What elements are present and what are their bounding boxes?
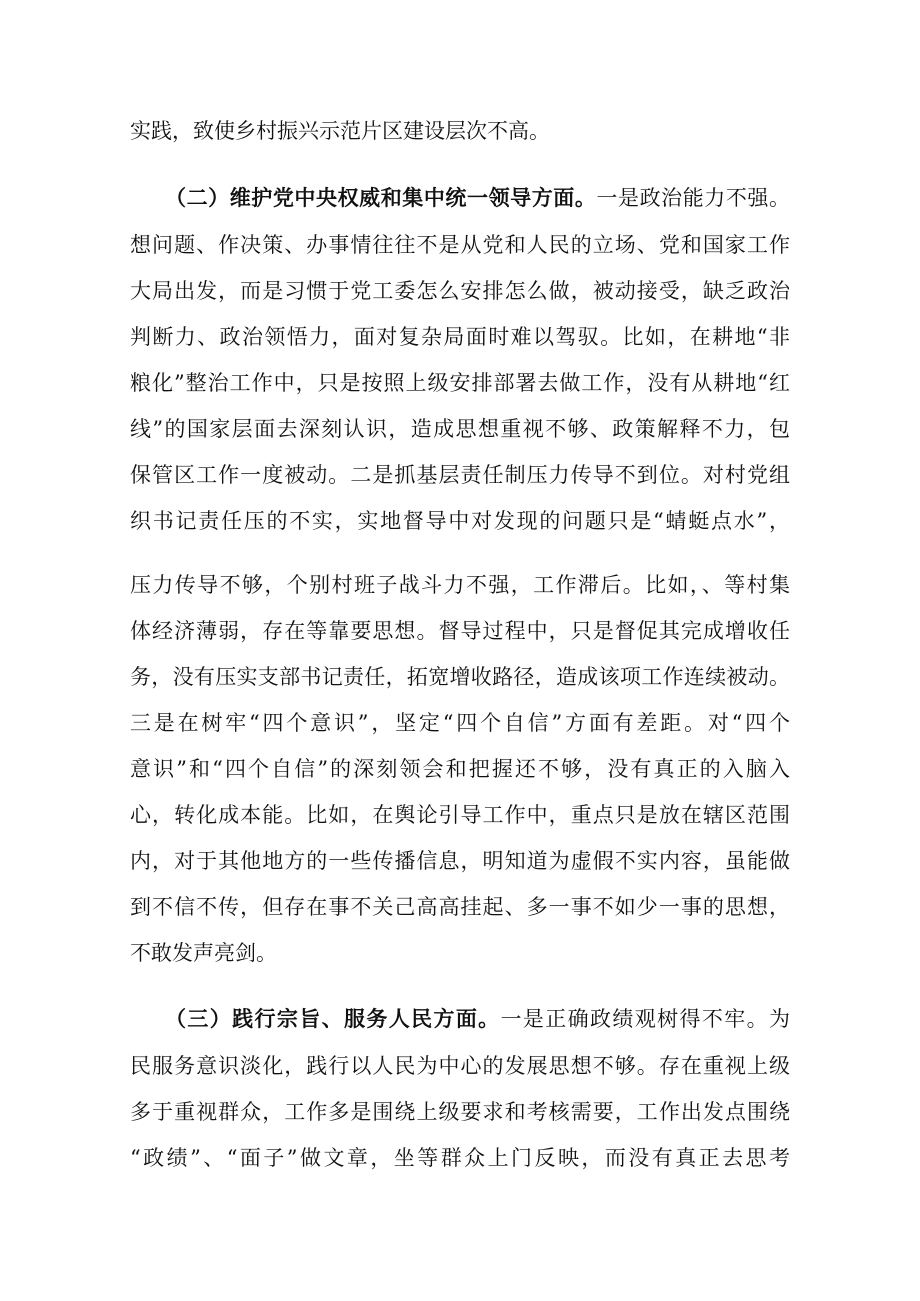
paragraph-line: 判断力、政治领悟力，面对复杂局面时难以驾驭。比如，在耕地“非: [130, 325, 790, 349]
section-heading: （二）维护党中央权威和集中统一领导方面。: [165, 185, 597, 210]
section-heading: （三）践行宗旨、服务人民方面。: [165, 1006, 501, 1031]
paragraph-line: 心，转化成本能。比如，在舆论引导工作中，重点只是放在辖区范围: [130, 803, 790, 827]
section-heading-line: （三）践行宗旨、服务人民方面。一是正确政绩观树得不牢。为: [165, 1006, 790, 1031]
paragraph-line: 实践，致使乡村振兴示范片区建设层次不高。: [130, 119, 550, 143]
paragraph-line: 三是在树牢“四个意识”，坚定“四个自信”方面有差距。对“四个: [130, 711, 790, 735]
paragraph-line: 民服务意识淡化，践行以人民为中心的发展思想不够。存在重视上级: [130, 1054, 790, 1078]
section-heading-line: （二）维护党中央权威和集中统一领导方面。一是政治能力不强。: [165, 185, 790, 210]
paragraph-line: 意识”和“四个自信”的深刻领会和把握还不够，没有真正的入脑入: [130, 757, 790, 781]
paragraph-line: “政绩”、“面子”做文章，坐等群众上门反映，而没有真正去思考: [130, 1146, 790, 1170]
paragraph-line: 务，没有压实支部书记责任，拓宽增收路径，造成该项工作连续被动。: [130, 665, 790, 689]
paragraph-line: 到不信不传，但存在事不关己高高挂起、多一事不如少一事的思想，: [130, 895, 790, 919]
paragraph-line: 粮化”整治工作中，只是按照上级安排部署去做工作，没有从耕地“红: [130, 371, 790, 395]
paragraph-line: 压力传导不够，个别村班子战斗力不强，工作滞后。比如，、等村集: [130, 573, 790, 597]
paragraph-line: 体经济薄弱，存在等靠要思想。督导过程中，只是督促其完成增收任: [130, 619, 790, 643]
paragraph-line: 多于重视群众，工作多是围绕上级要求和考核需要，工作出发点围绕: [130, 1100, 790, 1124]
paragraph-line: 不敢发声亮剑。: [130, 941, 277, 965]
paragraph-line: 内，对于其他地方的一些传播信息，明知道为虚假不实内容，虽能做: [130, 849, 790, 873]
paragraph-line: 线”的国家层面去深刻认识，造成思想重视不够、政策解释不力，包: [130, 417, 790, 441]
paragraph-line: 想问题、作决策、办事情往往不是从党和人民的立场、党和国家工作: [130, 233, 790, 257]
paragraph-line: 织书记责任压的不实，实地督导中对发现的问题只是“蜻蜓点水”，: [130, 509, 790, 533]
paragraph-line: 保管区工作一度被动。二是抓基层责任制压力传导不到位。对村党组: [130, 463, 790, 487]
paragraph-line: 大局出发，而是习惯于党工委怎么安排怎么做，被动接受，缺乏政治: [130, 279, 790, 303]
